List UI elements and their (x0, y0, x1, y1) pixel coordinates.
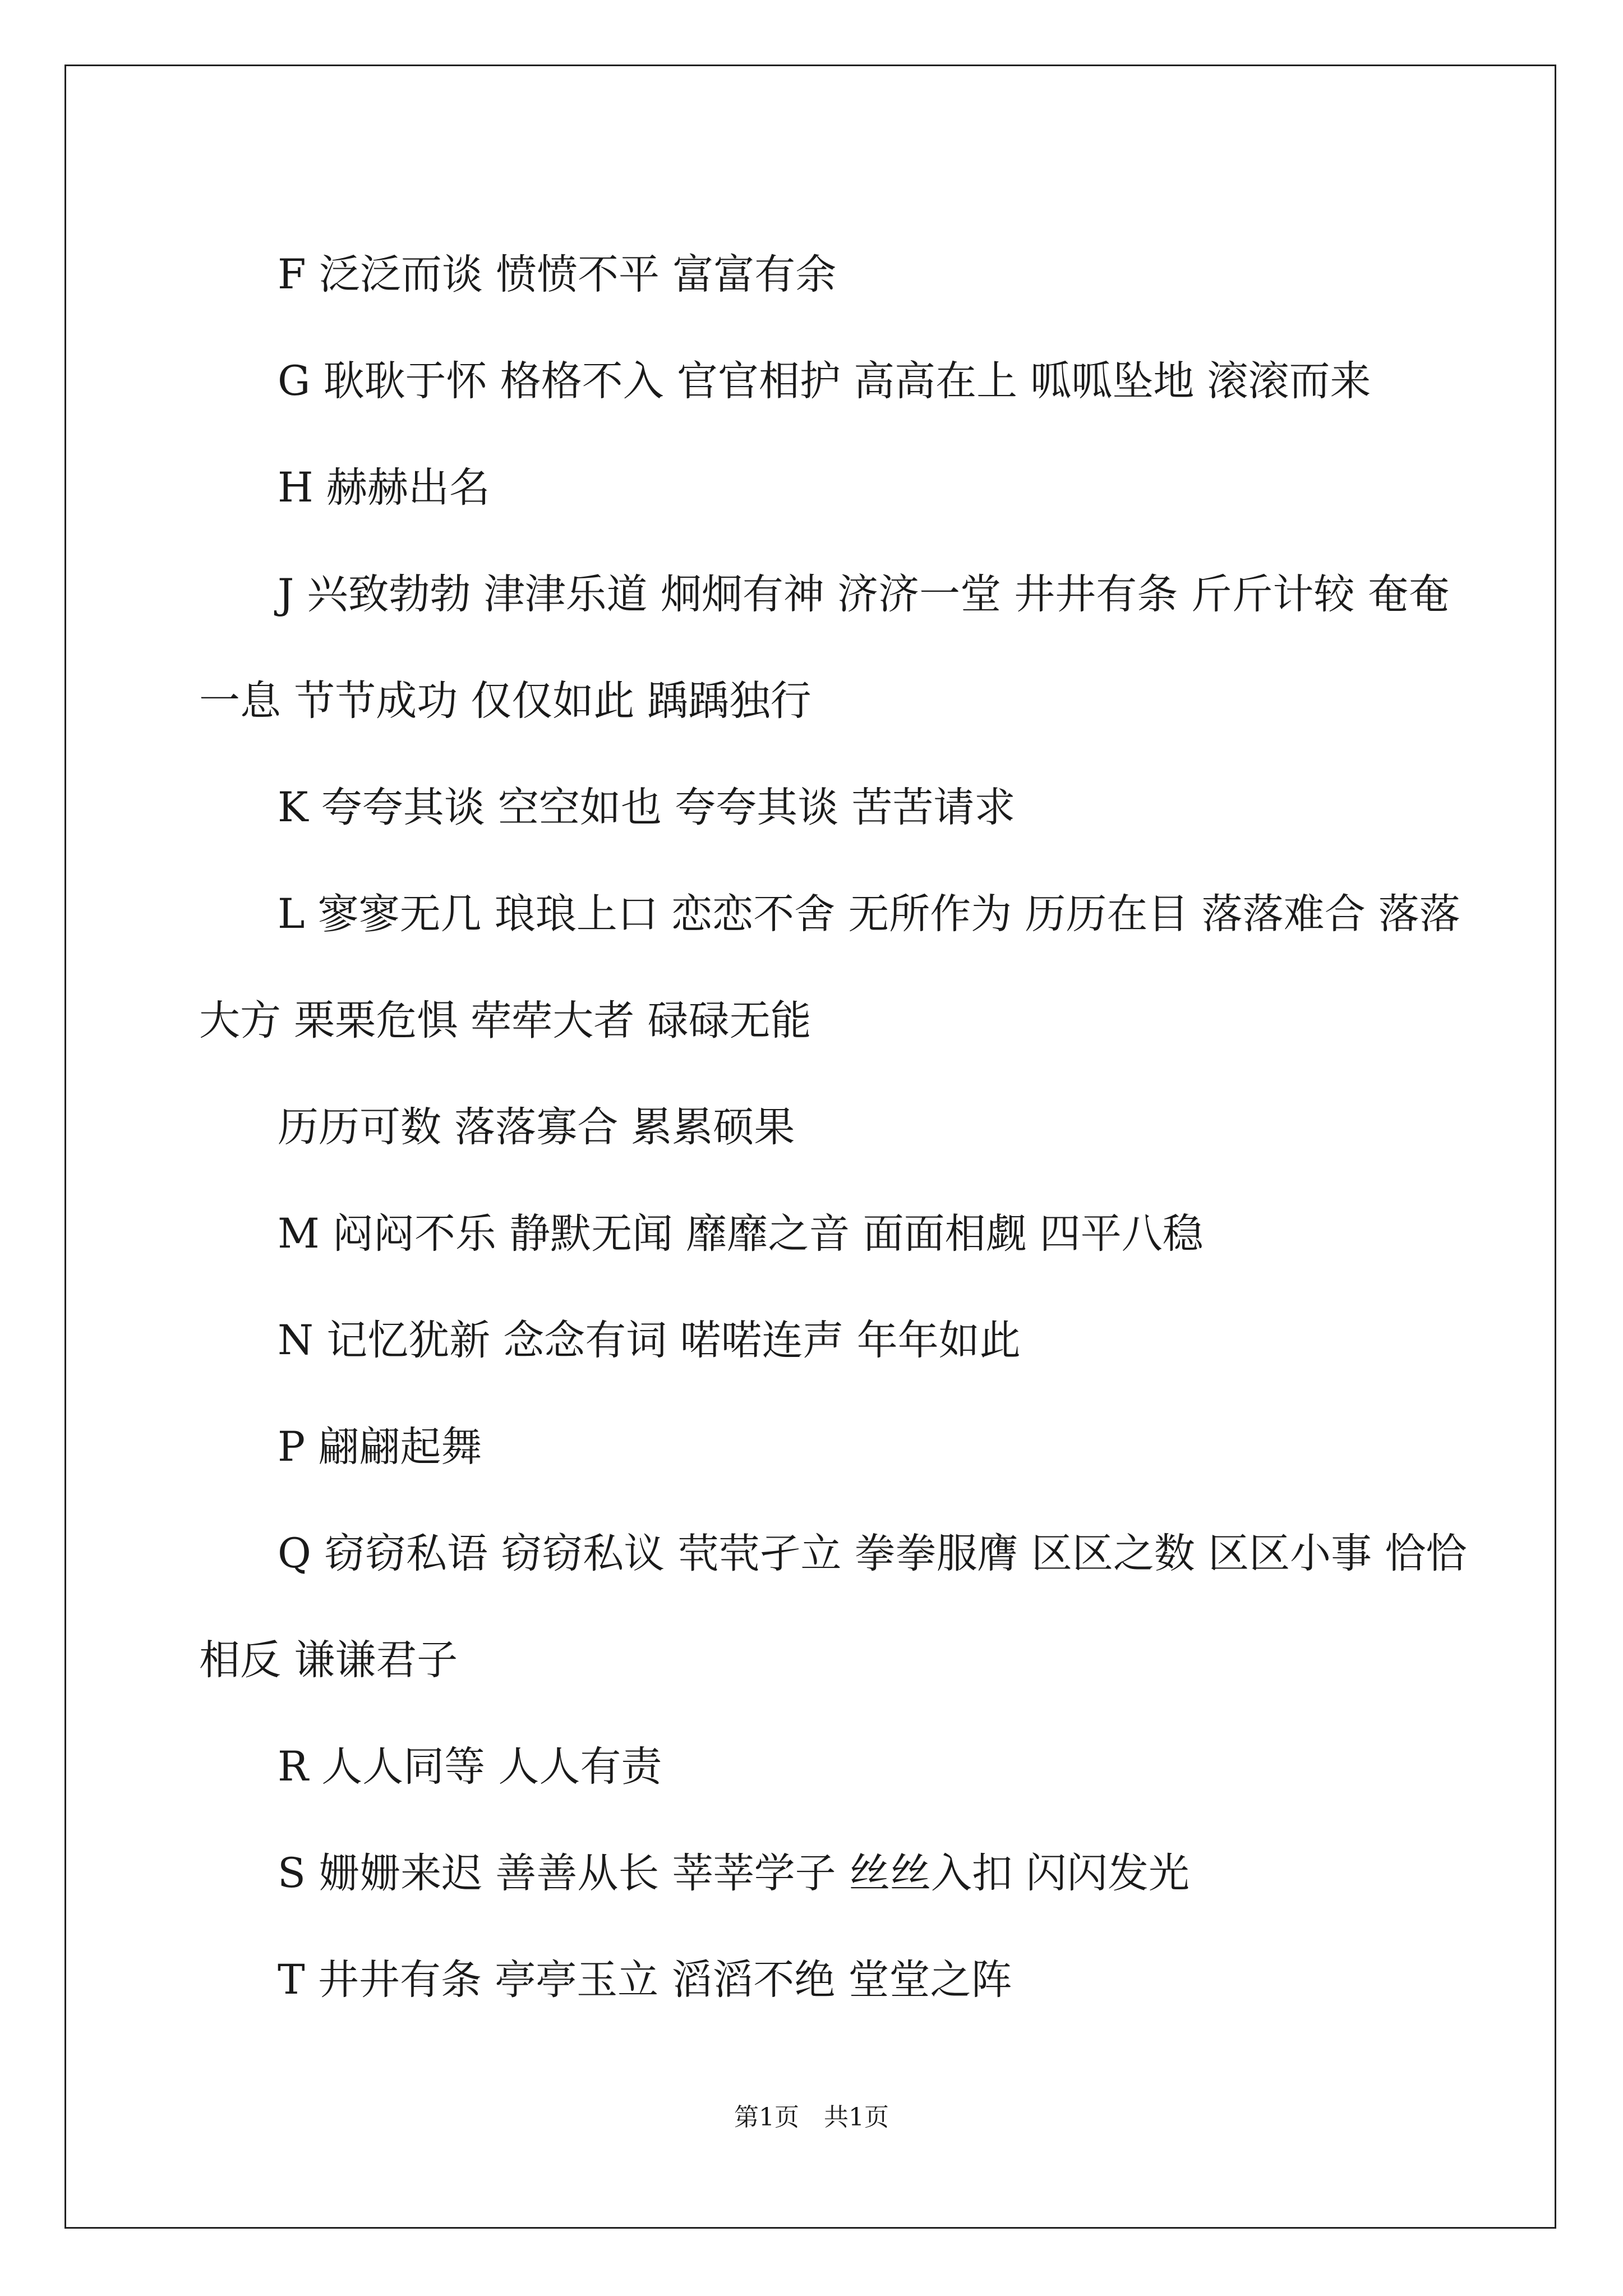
document-body (199, 222, 1478, 2033)
paragraph-g: G 耿耿于怀 格格不入 官官相护 高高在上 呱呱坠地 滚滚而来 (278, 357, 1371, 405)
paragraph-r: R 人人同等 人人有责 (278, 1743, 662, 1791)
paragraph-k: K 夸夸其谈 空空如也 夸夸其谈 苦苦请求 (278, 784, 1016, 831)
paragraph-s: S 姗姗来迟 善善从长 莘莘学子 丝丝入扣 闪闪发光 (278, 1849, 1190, 1897)
paragraph-l-continued: 历历可数 落落寡合 累累硕果 (278, 1103, 795, 1151)
paragraph-t: T 井井有条 亭亭玉立 滔滔不绝 堂堂之阵 (278, 1956, 1012, 2004)
paragraph-h: H 赫赫出名 (278, 464, 490, 512)
page-footer: 第1页 共1页 (734, 2103, 889, 2132)
paragraph-m: M 闷闷不乐 静默无闻 靡靡之音 面面相觑 四平八稳 (278, 1210, 1204, 1258)
paragraph-n: N 记忆犹新 念念有词 喏喏连声 年年如此 (278, 1317, 1021, 1364)
paragraph-f: F 泛泛而谈 愤愤不平 富富有余 (278, 251, 837, 298)
paragraph-q: Q 窃窃私语 窃窃私议 茕茕孑立 拳拳服膺 区区之数 区区小事 恰恰相反 谦谦君子 (199, 1530, 1467, 1684)
paragraph-j: J 兴致勃勃 津津乐道 炯炯有神 济济一堂 井井有条 斤斤计较 奄奄一息 节节成功 仅仅如此 踽踽独行 (199, 570, 1450, 725)
paragraph-p: P 翩翩起舞 (278, 1423, 482, 1471)
paragraph-l: L 寥寥无几 琅琅上口 恋恋不舍 无所作为 历历在目 落落难合 落落大方 栗栗危惧 荦荦大者 碌碌无能 (199, 890, 1460, 1045)
